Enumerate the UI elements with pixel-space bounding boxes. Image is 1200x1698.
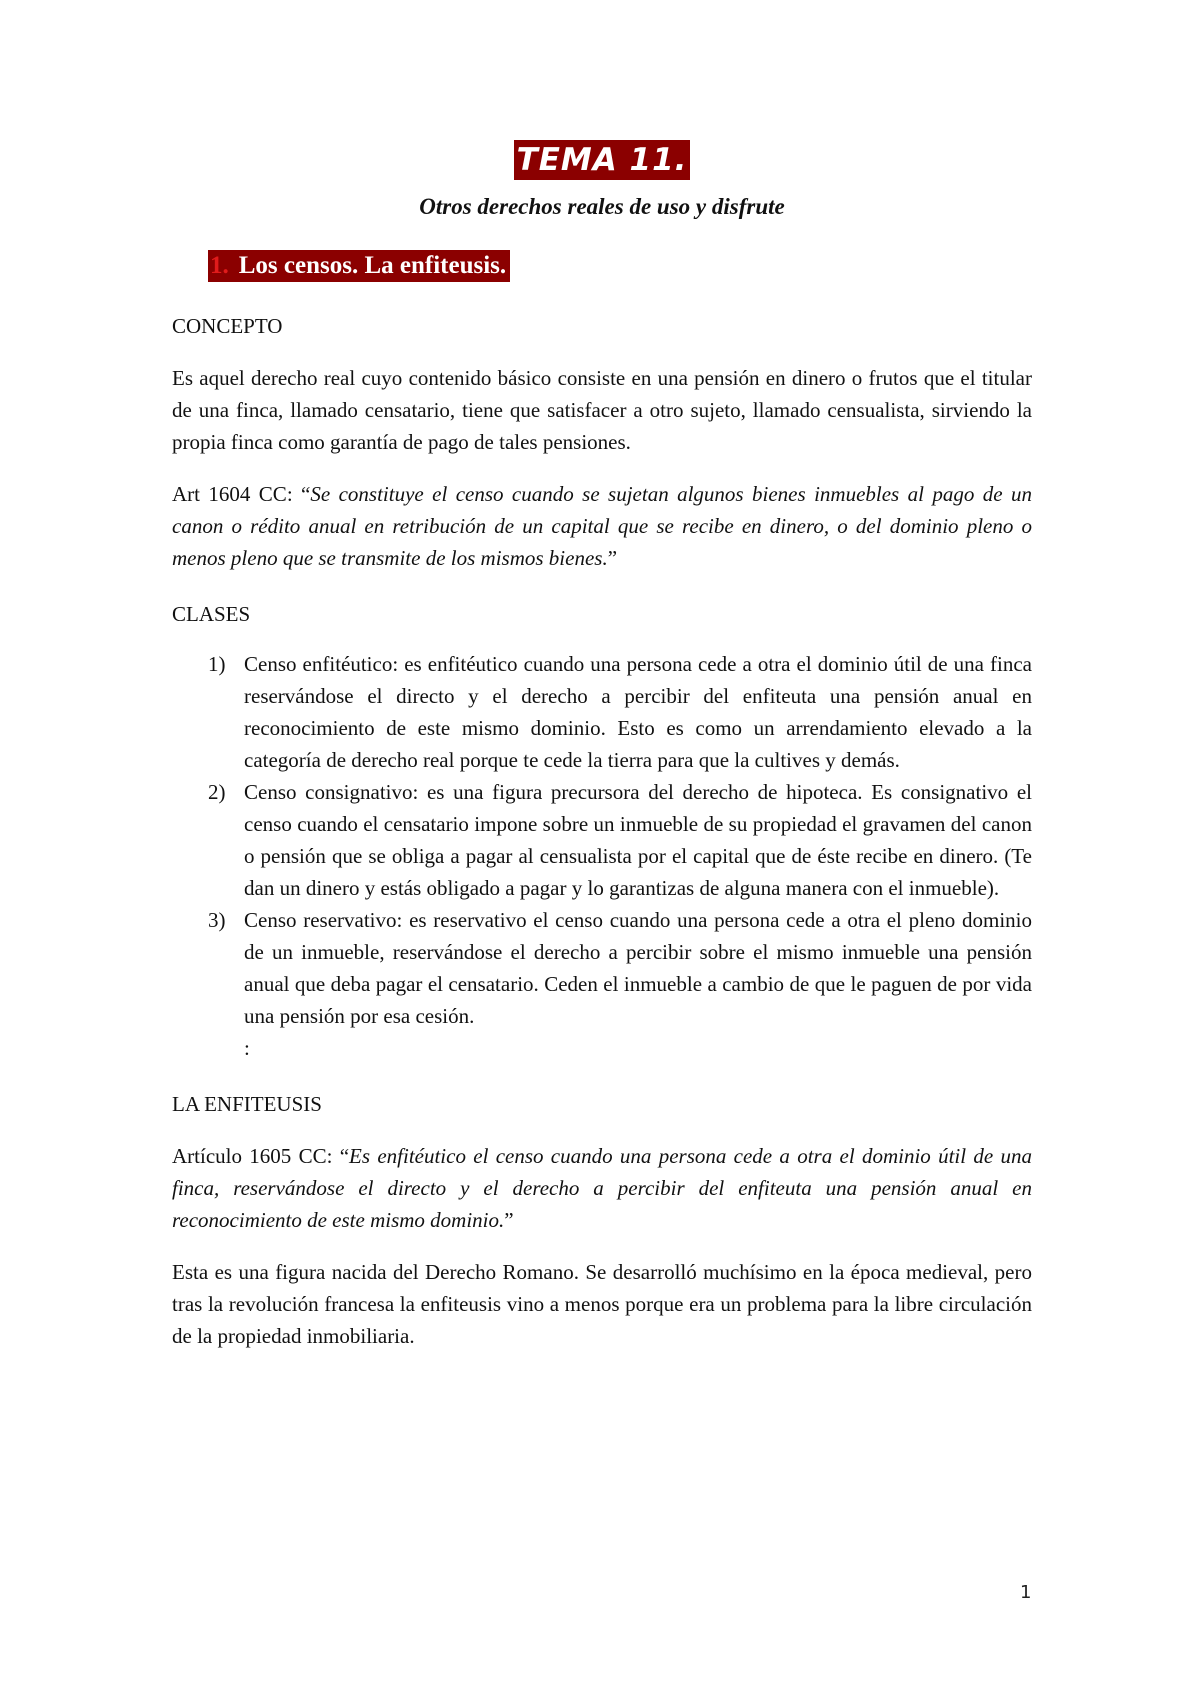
title-block [172,140,1032,188]
page-content [172,140,1032,1352]
art-1604-paragraph [172,478,1032,574]
page-number: 1 [1020,1582,1032,1603]
list-item [172,776,1032,904]
art-1605-suffix: ” [504,1208,514,1232]
list-item-text: Censo consignativo: es una figura precursora del derecho de hipoteca. Es consignativo el censo cuando el censatario impone sobre un inmueble de su propiedad el gravamen del canon o pensión que se obliga a pagar al censualista por el capital que de éste recibe en dinero. (Te dan un dinero y estás obligado a pagar y lo garantizas de alguna manera con el inmueble). [244,780,1032,900]
concepto-label: CONCEPTO [172,314,283,338]
art-1604-prefix: Art 1604 CC: “ [172,482,311,506]
section-number: 1. [210,252,229,279]
art-1605-paragraph [172,1140,1032,1236]
section-heading-block [208,250,1032,286]
enfiteusis-paragraph: Esta es una figura nacida del Derecho Romano. Se desarrolló muchísimo en la época medieval, pero tras la revolución francesa la enfiteusis vino a menos porque era un problema para la libre circulación de la propiedad inmobiliaria. [172,1260,1032,1348]
list-item [172,904,1032,1032]
list-item-text: Censo enfitéutico: es enfitéutico cuando una persona cede a otra el dominio útil de una finca reservándose el directo y el derecho a percibir del enfiteuta una pensión anual en reconocimiento de este mismo dominio. Esto es como un arrendamiento elevado a la categoría de derecho real porque te cede la tierra para que la cultives y demás. [244,652,1032,772]
list-item-text: Censo reservativo: es reservativo el censo cuando una persona cede a otra el pleno dominio de un inmueble, reservándose el derecho a percibir sobre el mismo inmueble una pensión anual que deba pagar el censatario. Ceden el inmueble a cambio de que le paguen de por vida una pensión por esa cesión. [244,908,1032,1028]
section-heading-text: Los censos. La enfiteusis. [238,252,507,279]
list-item-marker: 2) [208,780,226,804]
enfiteusis-label: LA ENFITEUSIS [172,1092,322,1116]
list-item-marker: 3) [208,908,226,932]
list-item [172,648,1032,776]
document-subtitle: Otros derechos reales de uso y disfrute [419,194,785,219]
clases-label: CLASES [172,602,251,626]
document-title: TEMA 11. [514,140,691,180]
list-item-marker: 1) [208,652,226,676]
art-1605-quote: Es enfitéutico el censo cuando una persona cede a otra el dominio útil de una finca, reservándose el directo y el derecho a percibir del enfiteuta una pensión anual en reconocimiento de este mismo dominio. [172,1144,1032,1232]
art-1605-prefix: Artículo 1605 CC: “ [172,1144,350,1168]
art-1604-quote: Se constituye el censo cuando se sujetan algunos bienes inmuebles al pago de un canon o rédito anual en retribución de un capital que se recibe en dinero, o del dominio pleno o menos pleno que se transmite de los mismos bienes. [172,482,1032,570]
art-1604-suffix: ” [607,546,618,570]
section-heading [208,250,510,282]
concepto-paragraph: Es aquel derecho real cuyo contenido básico consiste en una pensión en dinero o frutos que el titular de una finca, llamado censatario, tiene que satisfacer a otro sujeto, llamado censualista, sirviendo la propia finca como garantía de pago de tales pensiones. [172,366,1032,454]
stray-colon: : [244,1036,250,1060]
clases-list [172,648,1032,1032]
